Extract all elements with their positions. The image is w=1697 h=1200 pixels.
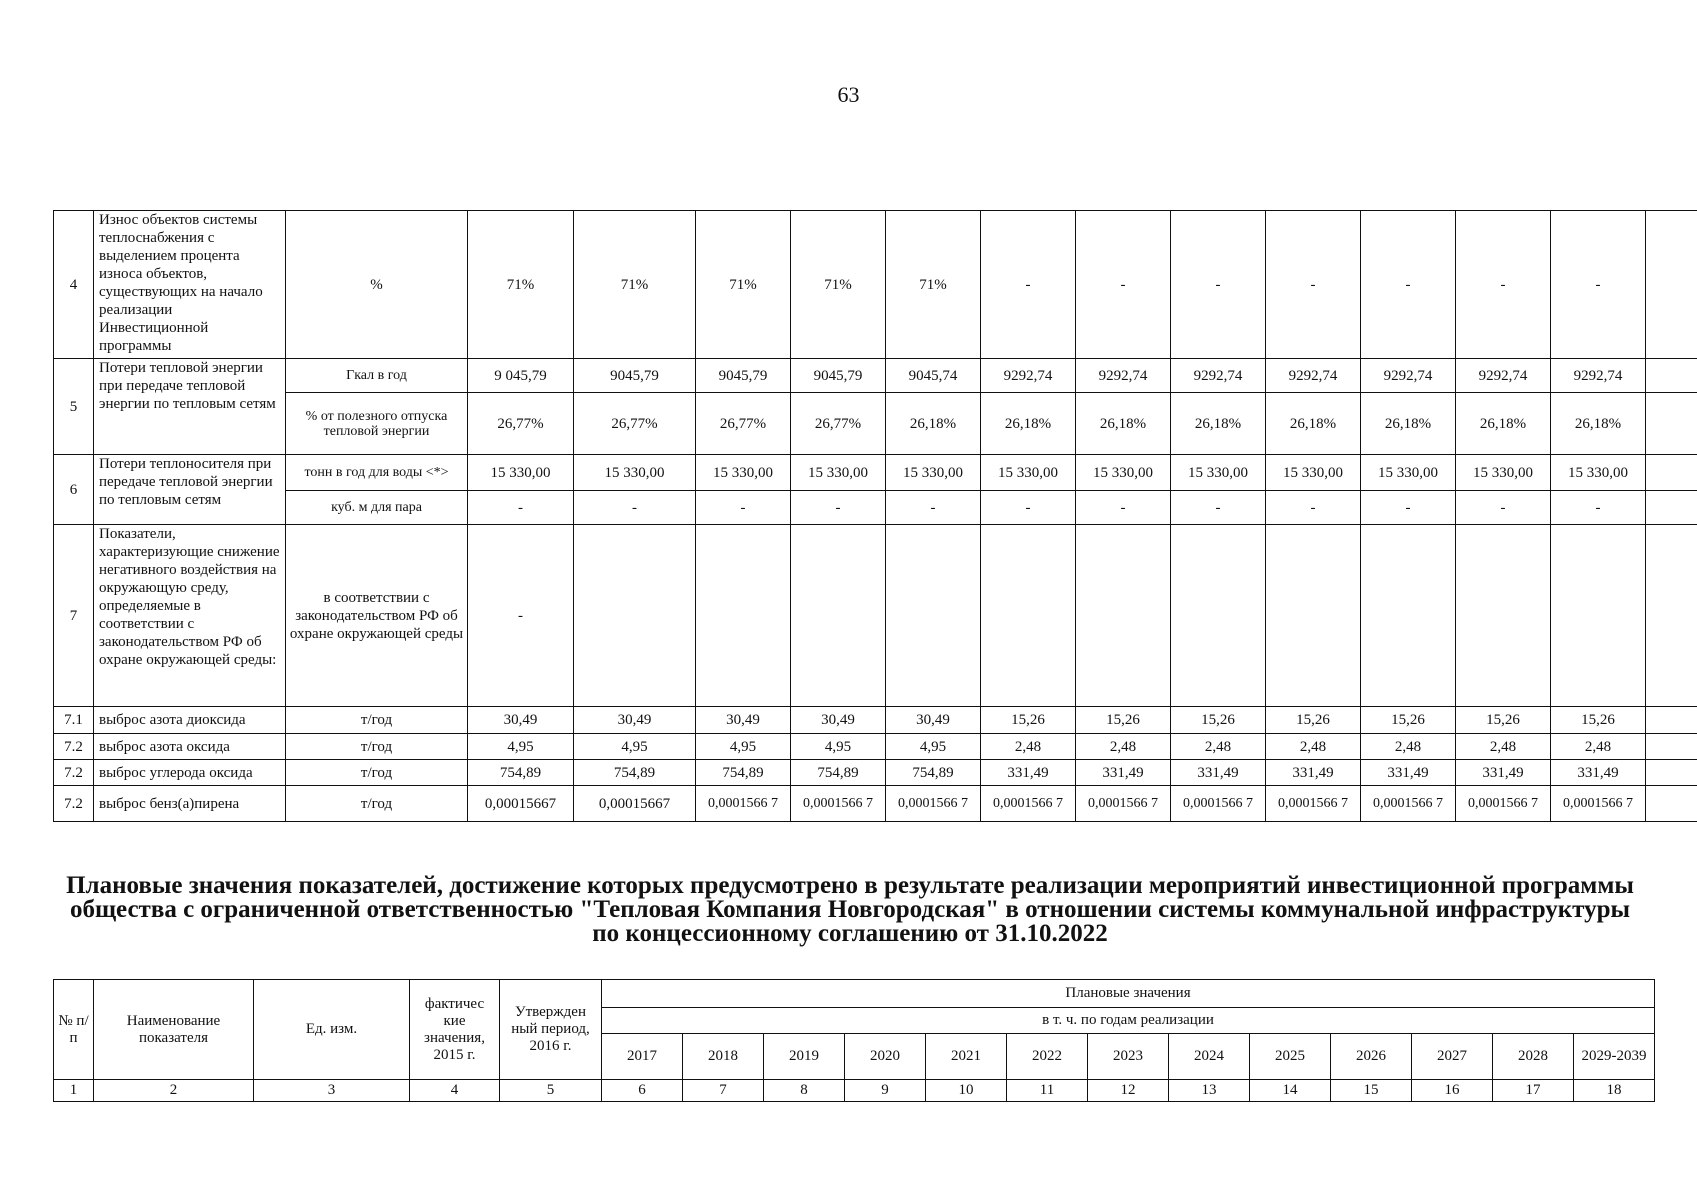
empty-cell (1646, 707, 1697, 734)
unit-cell: Гкал в год (286, 359, 468, 393)
value-cell: 30,49 (468, 707, 574, 734)
value-cell: - (1171, 211, 1266, 359)
year-header: 2027 (1412, 1034, 1493, 1080)
value-cell: 331,49 (1551, 760, 1646, 786)
value-cell: 15 330,00 (1361, 455, 1456, 491)
value-cell: 754,89 (696, 760, 791, 786)
value-cell: 71% (574, 211, 696, 359)
value-cell: 15 330,00 (1076, 455, 1171, 491)
indicator-name: Потери тепловой энергии при передаче тепловой энергии по тепловым сетям (94, 359, 286, 455)
value-cell: - (981, 211, 1076, 359)
indicator-name: Показатели, характеризующие снижение негативного воздействия на окружающую среду, определяемые в соответствии с законодательством РФ об охране окружающей среды: (94, 525, 286, 707)
column-number: 7 (683, 1080, 764, 1102)
table-row (54, 525, 1697, 707)
column-number: 10 (926, 1080, 1007, 1102)
indicator-name: Потери теплоносителя при передаче тепловой энергии по тепловым сетям (94, 455, 286, 525)
value-cell: 2,48 (1551, 734, 1646, 760)
column-number: 5 (500, 1080, 602, 1102)
value-cell: 71% (791, 211, 886, 359)
empty-cell (791, 525, 886, 707)
empty-cell (1646, 760, 1697, 786)
value-cell: - (1171, 491, 1266, 525)
year-header: 2017 (602, 1034, 683, 1080)
value-cell: - (981, 491, 1076, 525)
empty-cell (1646, 455, 1697, 491)
indicator-name: выброс азота диоксида (94, 707, 286, 734)
value-cell: 9292,74 (981, 359, 1076, 393)
value-cell: - (1456, 491, 1551, 525)
empty-cell (1646, 491, 1697, 525)
table-row (54, 393, 1697, 455)
unit-cell: % от полезного отпуска тепловой энергии (286, 393, 468, 455)
unit-cell: в соответствии с законодательством РФ об охране окружающей среды (286, 525, 468, 707)
year-header: 2021 (926, 1034, 1007, 1080)
value-cell: 2,48 (1456, 734, 1551, 760)
year-header: 2020 (845, 1034, 926, 1080)
value-cell: - (574, 491, 696, 525)
table-row (54, 786, 1697, 822)
value-cell: 0,0001566 7 (696, 786, 791, 822)
value-cell: 30,49 (791, 707, 886, 734)
value-cell: 754,89 (574, 760, 696, 786)
year-header: 2025 (1250, 1034, 1331, 1080)
value-cell: 754,89 (468, 760, 574, 786)
header-by-years: в т. ч. по годам реализации (602, 1008, 1655, 1034)
value-cell: 15 330,00 (886, 455, 981, 491)
value-cell: 15,26 (981, 707, 1076, 734)
year-header: 2019 (764, 1034, 845, 1080)
year-header: 2018 (683, 1034, 764, 1080)
unit-cell: т/год (286, 760, 468, 786)
value-cell: 0,0001566 7 (1551, 786, 1646, 822)
value-cell: 0,0001566 7 (1361, 786, 1456, 822)
column-number: 2 (94, 1080, 254, 1102)
empty-cell (1646, 393, 1697, 455)
value-cell: 0,0001566 7 (1171, 786, 1266, 822)
value-cell: 2,48 (981, 734, 1076, 760)
value-cell: 9045,79 (791, 359, 886, 393)
table-row (54, 760, 1697, 786)
value-cell: 754,89 (791, 760, 886, 786)
column-number: 3 (254, 1080, 410, 1102)
value-cell: 26,18% (1076, 393, 1171, 455)
header-actual: фактичес кие значения, 2015 г. (410, 980, 500, 1080)
value-cell: 4,95 (696, 734, 791, 760)
value-cell: - (1551, 491, 1646, 525)
row-number: 7.2 (54, 760, 94, 786)
value-cell: 2,48 (1171, 734, 1266, 760)
value-cell: 9292,74 (1266, 359, 1361, 393)
indicator-name: выброс бенз(а)пирена (94, 786, 286, 822)
header-approved: Утвержден ный период, 2016 г. (500, 980, 602, 1080)
table-row (54, 491, 1697, 525)
value-cell: 15 330,00 (468, 455, 574, 491)
value-cell: 0,00015667 (468, 786, 574, 822)
empty-cell (1551, 525, 1646, 707)
value-cell: - (1456, 211, 1551, 359)
value-cell: 0,00015667 (574, 786, 696, 822)
table-row (54, 707, 1697, 734)
value-cell: 26,77% (791, 393, 886, 455)
value-cell: - (1076, 211, 1171, 359)
year-header: 2028 (1493, 1034, 1574, 1080)
table-row (54, 211, 1697, 359)
indicators-table (53, 210, 1697, 822)
column-number: 1 (54, 1080, 94, 1102)
value-cell: 331,49 (981, 760, 1076, 786)
value-cell: 2,48 (1266, 734, 1361, 760)
row-number: 7.2 (54, 786, 94, 822)
value-cell: 15,26 (1076, 707, 1171, 734)
row-number: 6 (54, 455, 94, 525)
value-cell: 71% (696, 211, 791, 359)
header-num: № п/ п (54, 980, 94, 1080)
value-cell: 0,0001566 7 (791, 786, 886, 822)
value-cell: 9292,74 (1076, 359, 1171, 393)
value-cell: 30,49 (574, 707, 696, 734)
value-cell: 26,77% (574, 393, 696, 455)
empty-cell (1646, 211, 1697, 359)
value-cell: - (468, 525, 574, 707)
value-cell: 26,77% (696, 393, 791, 455)
column-number: 6 (602, 1080, 683, 1102)
indicator-name: выброс углерода оксида (94, 760, 286, 786)
value-cell: 2,48 (1076, 734, 1171, 760)
value-cell: - (1361, 491, 1456, 525)
value-cell: - (886, 491, 981, 525)
value-cell: 15 330,00 (1266, 455, 1361, 491)
value-cell: 15,26 (1456, 707, 1551, 734)
value-cell: 0,0001566 7 (1456, 786, 1551, 822)
value-cell: 331,49 (1266, 760, 1361, 786)
empty-cell (1646, 525, 1697, 707)
value-cell: 9292,74 (1456, 359, 1551, 393)
value-cell: 0,0001566 7 (981, 786, 1076, 822)
empty-cell (1171, 525, 1266, 707)
value-cell: 15 330,00 (696, 455, 791, 491)
value-cell: - (1551, 211, 1646, 359)
value-cell: - (1266, 491, 1361, 525)
year-header: 2024 (1169, 1034, 1250, 1080)
unit-cell: % (286, 211, 468, 359)
empty-cell (574, 525, 696, 707)
value-cell: 15 330,00 (1551, 455, 1646, 491)
value-cell: 2,48 (1361, 734, 1456, 760)
value-cell: - (468, 491, 574, 525)
row-number: 7.1 (54, 707, 94, 734)
value-cell: 15 330,00 (1171, 455, 1266, 491)
value-cell: 30,49 (886, 707, 981, 734)
value-cell: 9045,79 (696, 359, 791, 393)
value-cell: 15 330,00 (574, 455, 696, 491)
value-cell: 4,95 (791, 734, 886, 760)
column-number: 15 (1331, 1080, 1412, 1102)
empty-cell (1266, 525, 1361, 707)
value-cell: 15 330,00 (981, 455, 1076, 491)
year-header: 2029-2039 (1574, 1034, 1655, 1080)
value-cell: 4,95 (468, 734, 574, 760)
unit-cell: т/год (286, 734, 468, 760)
table-row (54, 455, 1697, 491)
unit-cell: т/год (286, 707, 468, 734)
value-cell: - (1266, 211, 1361, 359)
value-cell: 15,26 (1171, 707, 1266, 734)
indicator-name: выброс азота оксида (94, 734, 286, 760)
column-number: 18 (1574, 1080, 1655, 1102)
year-header: 2023 (1088, 1034, 1169, 1080)
value-cell: 71% (886, 211, 981, 359)
value-cell: 331,49 (1361, 760, 1456, 786)
year-header: 2026 (1331, 1034, 1412, 1080)
header-planned: Плановые значения (602, 980, 1655, 1008)
value-cell: 754,89 (886, 760, 981, 786)
value-cell: 4,95 (886, 734, 981, 760)
value-cell: 9045,74 (886, 359, 981, 393)
value-cell: 0,0001566 7 (1266, 786, 1361, 822)
row-number: 4 (54, 211, 94, 359)
value-cell: 26,18% (1171, 393, 1266, 455)
value-cell: 9045,79 (574, 359, 696, 393)
header-unit: Ед. изм. (254, 980, 410, 1080)
empty-cell (886, 525, 981, 707)
unit-cell: тонн в год для воды <*> (286, 455, 468, 491)
year-header: 2022 (1007, 1034, 1088, 1080)
value-cell: 26,18% (1361, 393, 1456, 455)
unit-cell: куб. м для пара (286, 491, 468, 525)
value-cell: 26,18% (981, 393, 1076, 455)
value-cell: 9292,74 (1551, 359, 1646, 393)
value-cell: 26,77% (468, 393, 574, 455)
value-cell: 71% (468, 211, 574, 359)
value-cell: 30,49 (696, 707, 791, 734)
value-cell: 26,18% (1551, 393, 1646, 455)
row-number: 7.2 (54, 734, 94, 760)
empty-cell (1646, 786, 1697, 822)
value-cell: 26,18% (886, 393, 981, 455)
value-cell: 26,18% (1456, 393, 1551, 455)
value-cell: - (1076, 491, 1171, 525)
column-number: 8 (764, 1080, 845, 1102)
column-number: 13 (1169, 1080, 1250, 1102)
unit-cell: т/год (286, 786, 468, 822)
value-cell: 26,18% (1266, 393, 1361, 455)
value-cell: - (791, 491, 886, 525)
value-cell: 0,0001566 7 (886, 786, 981, 822)
value-cell: 331,49 (1171, 760, 1266, 786)
header-name: Наименование показателя (94, 980, 254, 1080)
table-row (54, 359, 1697, 393)
indicator-name: Износ объектов системы теплоснабжения с выделением процента износа объектов, существующих на начало реализации Инвестиционной программы (94, 211, 286, 359)
column-number: 14 (1250, 1080, 1331, 1102)
value-cell: 9 045,79 (468, 359, 574, 393)
table-row (54, 734, 1697, 760)
page-number: 63 (837, 82, 860, 107)
column-number: 16 (1412, 1080, 1493, 1102)
empty-cell (981, 525, 1076, 707)
empty-cell (1646, 734, 1697, 760)
section-heading: Плановые значения показателей, достижение которых предусмотрено в результате реализации мероприятий инвестиционной программы общества с ограниченной ответственностью "Тепловая Компания Новгородская" в отношении системы коммунальной инфраструктуры по концессионному соглашению от 31.10.2022 (66, 872, 1634, 947)
value-cell: 15 330,00 (1456, 455, 1551, 491)
empty-cell (1076, 525, 1171, 707)
column-number: 12 (1088, 1080, 1169, 1102)
value-cell: - (696, 491, 791, 525)
column-number: 11 (1007, 1080, 1088, 1102)
value-cell: 0,0001566 7 (1076, 786, 1171, 822)
empty-cell (1456, 525, 1551, 707)
value-cell: 9292,74 (1361, 359, 1456, 393)
empty-cell (1646, 359, 1697, 393)
value-cell: 331,49 (1076, 760, 1171, 786)
value-cell: 15,26 (1361, 707, 1456, 734)
column-number: 9 (845, 1080, 926, 1102)
empty-cell (696, 525, 791, 707)
value-cell: - (1361, 211, 1456, 359)
value-cell: 15,26 (1266, 707, 1361, 734)
value-cell: 9292,74 (1171, 359, 1266, 393)
value-cell: 331,49 (1456, 760, 1551, 786)
planned-values-table (53, 979, 1655, 1102)
row-number: 5 (54, 359, 94, 455)
empty-cell (1361, 525, 1456, 707)
column-number: 17 (1493, 1080, 1574, 1102)
value-cell: 4,95 (574, 734, 696, 760)
column-number: 4 (410, 1080, 500, 1102)
value-cell: 15,26 (1551, 707, 1646, 734)
row-number: 7 (54, 525, 94, 707)
value-cell: 15 330,00 (791, 455, 886, 491)
